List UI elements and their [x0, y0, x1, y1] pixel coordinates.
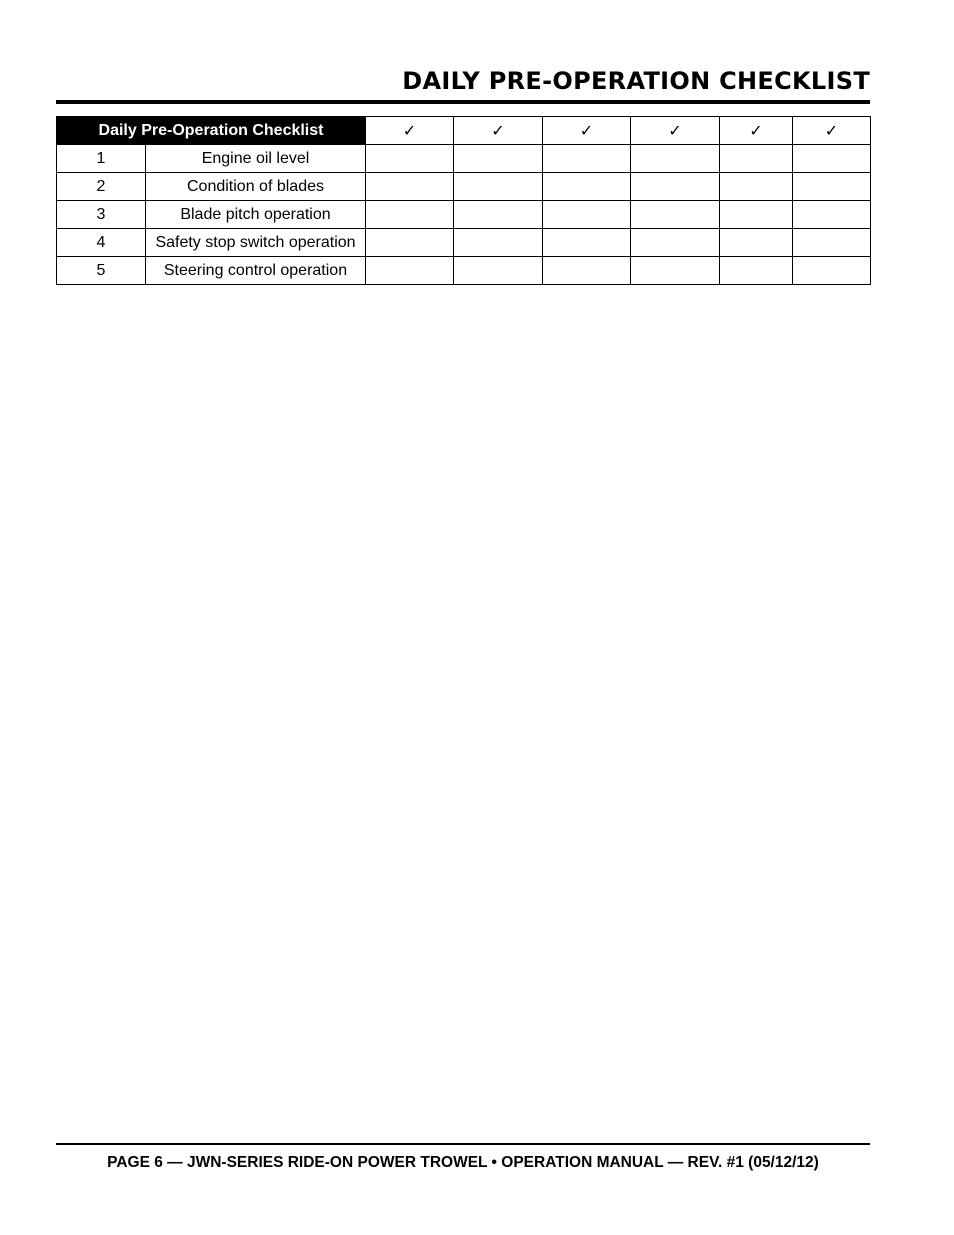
item-number: 3: [57, 201, 146, 229]
check-cell: [793, 173, 871, 201]
page-title: DAILY PRE-OPERATION CHECKLIST: [402, 67, 870, 95]
checkmark-icon: ✓: [402, 121, 417, 140]
check-cell: [793, 145, 871, 173]
check-column-header: [454, 117, 543, 145]
title-rule: [56, 100, 870, 104]
check-cell: [454, 201, 543, 229]
check-column-header: [366, 117, 454, 145]
item-label: Condition of blades: [146, 173, 366, 201]
checkmark-icon: ✓: [579, 121, 594, 140]
check-cell: [720, 201, 793, 229]
item-number: 2: [57, 173, 146, 201]
check-cell: [543, 201, 631, 229]
table-row: [57, 201, 871, 229]
check-cell: [543, 229, 631, 257]
check-cell: [631, 257, 720, 285]
check-cell: [366, 145, 454, 173]
check-cell: [366, 257, 454, 285]
table-row: [57, 257, 871, 285]
item-label: Safety stop switch operation: [146, 229, 366, 257]
check-cell: [720, 173, 793, 201]
table-row: [57, 229, 871, 257]
checkmark-icon: ✓: [668, 121, 682, 140]
check-cell: [720, 257, 793, 285]
check-cell: [454, 229, 543, 257]
item-label: Steering control operation: [146, 257, 366, 285]
footer-rule: [56, 1143, 870, 1145]
table-row: [57, 145, 871, 173]
check-cell: [366, 229, 454, 257]
item-label: Engine oil level: [146, 145, 366, 173]
checkmark-icon: ✓: [749, 121, 763, 140]
table-header-row: [57, 117, 871, 145]
check-cell: [793, 229, 871, 257]
check-cell: [793, 257, 871, 285]
check-cell: [543, 145, 631, 173]
check-column-header: [543, 117, 631, 145]
check-column-header: [793, 117, 871, 145]
table-row: [57, 173, 871, 201]
check-cell: [454, 257, 543, 285]
pre-operation-checklist-table: [56, 116, 871, 285]
checklist-header: Daily Pre-Operation Checklist: [57, 117, 366, 145]
check-cell: [720, 229, 793, 257]
check-cell: [631, 145, 720, 173]
check-cell: [631, 229, 720, 257]
check-cell: [366, 173, 454, 201]
page-footer: PAGE 6 — JWN-SERIES RIDE-ON POWER TROWEL • OPERATION MANUAL — REV. #1 (05/12/12): [107, 1154, 819, 1171]
check-cell: [366, 201, 454, 229]
check-cell: [631, 173, 720, 201]
check-cell: [543, 173, 631, 201]
checkmark-icon: ✓: [491, 121, 505, 140]
item-number: 1: [57, 145, 146, 173]
check-column-header: [720, 117, 793, 145]
check-cell: [720, 145, 793, 173]
check-cell: [454, 173, 543, 201]
check-column-header: [631, 117, 720, 145]
checkmark-icon: ✓: [824, 121, 839, 140]
item-number: 4: [57, 229, 146, 257]
check-cell: [793, 201, 871, 229]
item-label: Blade pitch operation: [146, 201, 366, 229]
item-number: 5: [57, 257, 146, 285]
check-cell: [454, 145, 543, 173]
check-cell: [631, 201, 720, 229]
check-cell: [543, 257, 631, 285]
